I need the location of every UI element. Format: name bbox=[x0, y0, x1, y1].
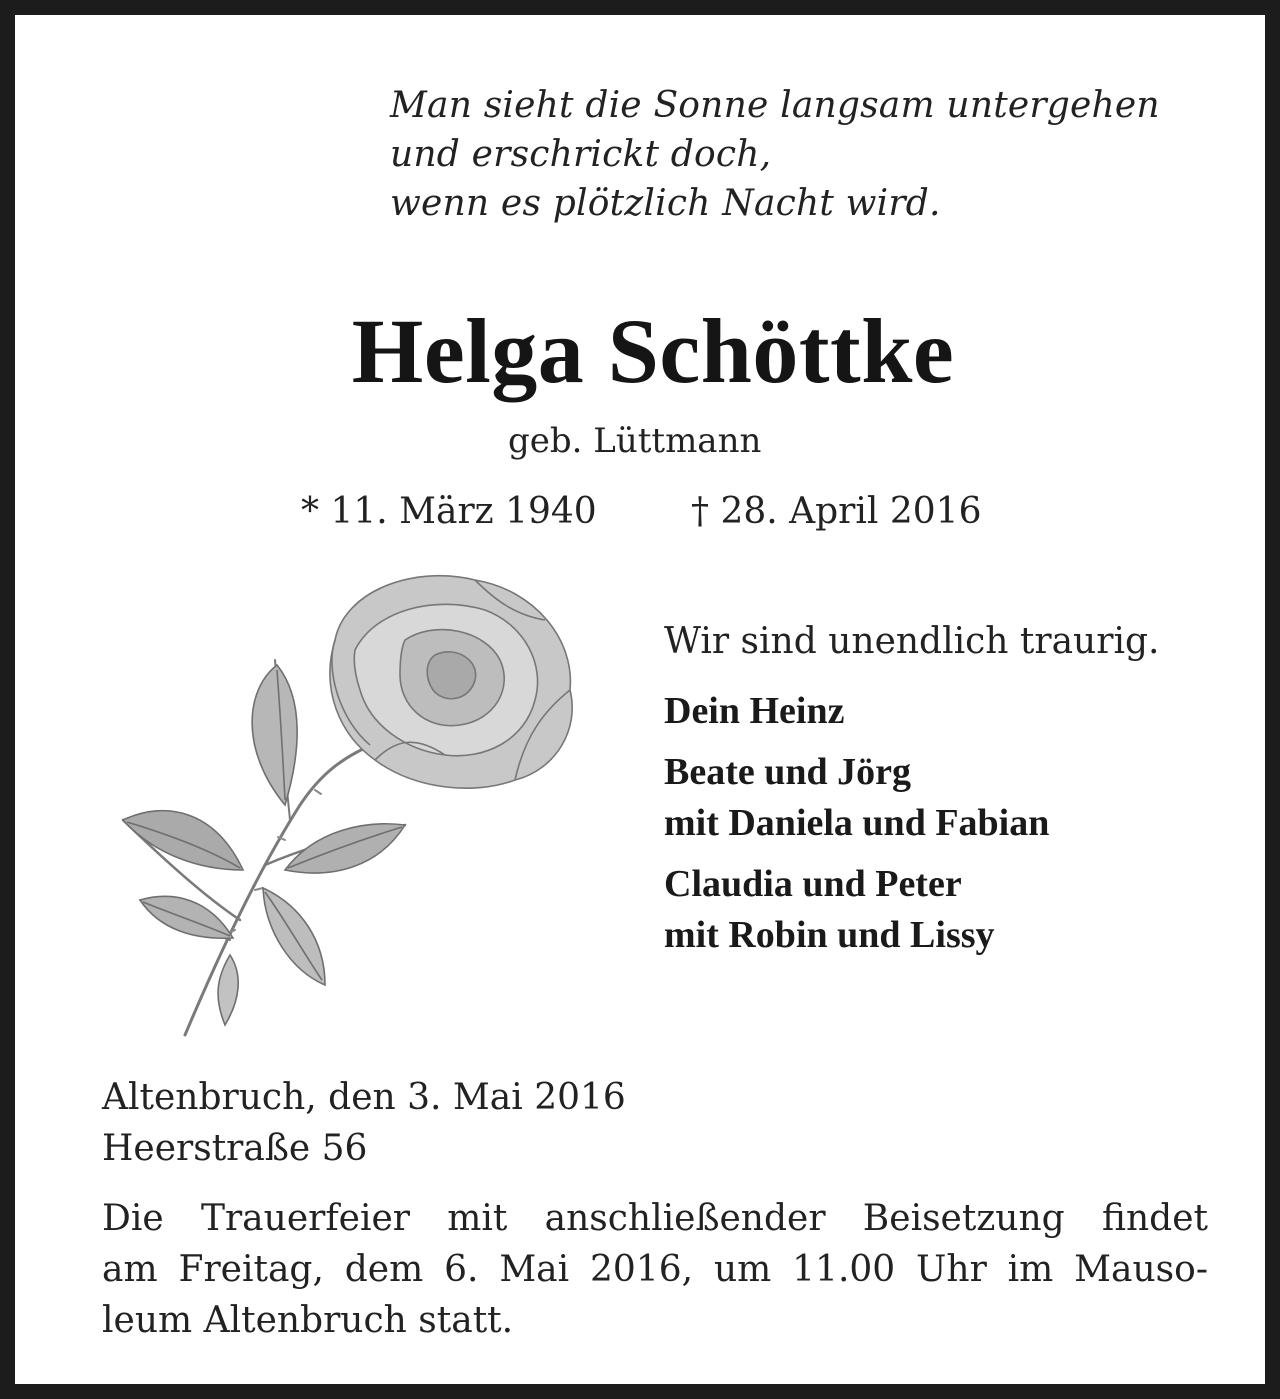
family-line: mit Robin und Lissy bbox=[664, 914, 995, 956]
family-group bbox=[664, 686, 1244, 737]
motto-quote bbox=[390, 81, 1250, 228]
family-line: mit Daniela und Fabian bbox=[664, 802, 1050, 844]
family-line: Claudia und Peter bbox=[664, 863, 962, 905]
motto-line: Man sieht die Sonne langsam untergehen bbox=[390, 85, 1160, 126]
maiden-name: geb. Lüttmann bbox=[508, 421, 762, 461]
place-and-date bbox=[102, 1072, 626, 1174]
place-line: Altenbruch, den 3. Mai 2016 bbox=[102, 1077, 626, 1118]
family-group bbox=[664, 859, 1244, 961]
family-group bbox=[664, 747, 1244, 849]
deceased-name-row bbox=[15, 301, 1280, 401]
address-line: Heerstraße 56 bbox=[102, 1128, 368, 1169]
rose-icon bbox=[115, 570, 585, 1040]
mourners-block bbox=[664, 619, 1244, 971]
service-line: leum Altenbruch statt. bbox=[102, 1300, 514, 1341]
funeral-service-notice bbox=[102, 1193, 1208, 1346]
deceased-name: Helga Schöttke bbox=[351, 300, 955, 402]
service-line: Die Trauerfeier mit anschließender Beisetzung findet bbox=[102, 1198, 1208, 1239]
death-date: † 28. April 2016 bbox=[691, 491, 982, 532]
birth-date: * 11. März 1940 bbox=[301, 491, 597, 532]
mourning-statement: Wir sind unendlich traurig. bbox=[664, 621, 1160, 662]
motto-line: wenn es plötzlich Nacht wird. bbox=[390, 183, 941, 224]
family-line: Dein Heinz bbox=[664, 690, 845, 732]
family-line: Beate und Jörg bbox=[664, 751, 911, 793]
motto-line: und erschrickt doch, bbox=[390, 134, 772, 175]
service-line: am Freitag, dem 6. Mai 2016, um 11.00 Uhr im Mauso- bbox=[102, 1249, 1208, 1290]
